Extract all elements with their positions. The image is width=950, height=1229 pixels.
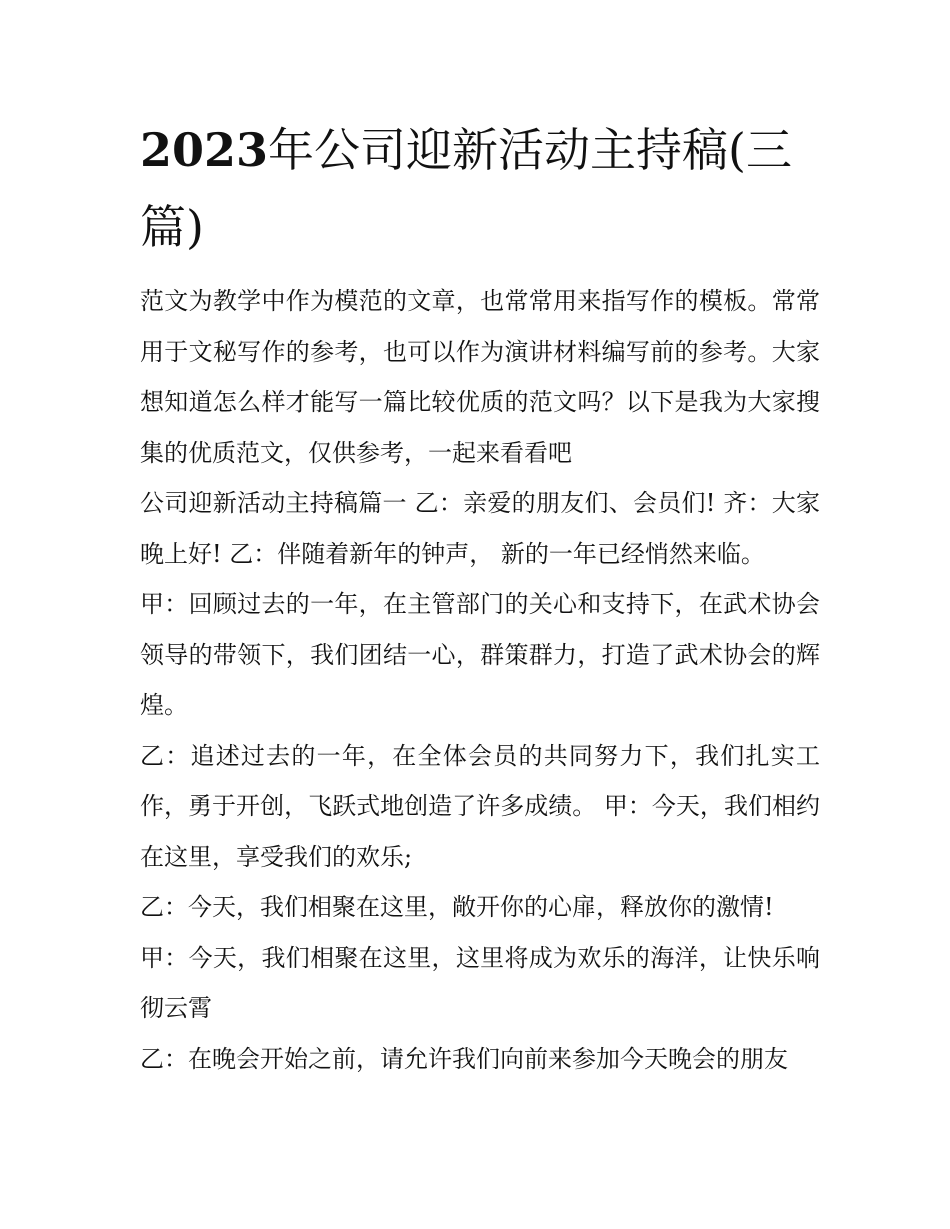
document-title — [140, 112, 820, 266]
paragraph-review: 甲：回顾过去的一年，在主管部门的关心和支持下，在武术协会领导的带领下，我们团结一心，群策群力，打造了武术协会的辉煌。 — [140, 590, 820, 719]
title-year: 2023 — [140, 123, 269, 177]
paragraph-gathering: 乙：今天，我们相聚在这里，敞开你的心扉，释放你的激情! — [140, 893, 774, 921]
paragraph-joy: 甲：今天，我们相聚在这里，这里将成为欢乐的海洋，让快乐响彻云霄 — [140, 943, 820, 1022]
paragraph-opening: 公司迎新活动主持稿篇一 乙：亲爱的朋友们、会员们! 齐：大家晚上好! 乙：伴随着新年的钟声， 新的一年已经悄然来临。 — [140, 489, 820, 568]
paragraph-welcome: 乙：在晚会开始之前，请允许我们向前来参加今天晚会的朋友 — [140, 1044, 788, 1073]
paragraph-intro: 范文为教学中作为模范的文章，也常常用来指写作的模板。常常用于文秘写作的参考，也可以作为演讲材料编写前的参考。大家想知道怎么样才能写一篇比较优质的范文吗？以下是我为大家搜集的优质范文，仅供参考，一起来看看吧 — [140, 287, 820, 467]
document-body — [140, 112, 820, 1084]
paragraph-achievements: 乙：追述过去的一年，在全体会员的共同努力下，我们扎实工作，勇于开创，飞跃式地创造了许多成绩。 甲：今天，我们相约在这里，享受我们的欢乐; — [140, 741, 820, 871]
title-text: 年公司迎新活动主持稿(三篇) — [140, 123, 792, 254]
